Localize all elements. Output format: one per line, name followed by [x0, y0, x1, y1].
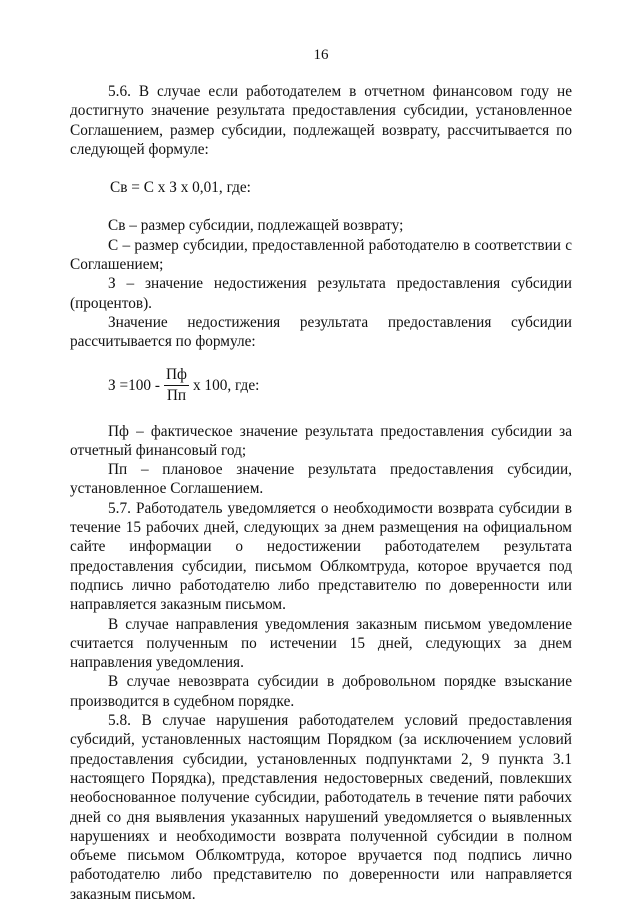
paragraph-notice: В случае направления уведомления заказным письмом уведомление считается полученным по истечении 15 дней, следующих за днем направления уведомления. [70, 615, 572, 672]
formula-sv: Св = С х З х 0,01, где: [110, 179, 251, 197]
formula-z-fraction [164, 366, 189, 405]
formula-z-right: х 100, где: [192, 376, 260, 394]
paragraph-5-6: 5.6. В случае если работодателем в отчетном финансовом году не достигнуто значение результата предоставления субсидии, установленное Соглашением, размер субсидии, подлежащей возврату, рассчитывается по следующей формуле: [70, 83, 572, 158]
definition-z: З – значение недостижения результата предоставления субсидии (процентов). [70, 275, 572, 312]
page-number: 16 [313, 47, 329, 63]
definition-pf: Пф – фактическое значение результата предоставления субсидии за отчетный финансовый год; [70, 422, 572, 459]
definition-pp: Пп – плановое значение результата предоставления субсидии, установленное Соглашением. [70, 461, 572, 498]
paragraph-5-8: 5.8. В случае нарушения работодателем условий предоставления субсидий, установленных настоящим Порядком (за исключением условий предоставления субсидии, установленных подпунктами 2, 9 пункта 3.1 настоящего Порядка), представления недостоверных сведений, повлекших необоснованное получение субсидии, работодатель в течение пяти рабочих дней со дня выявления указанных нарушений уведомляется о выявленных нарушениях и необходимости возврата полученной субсидии в полном объеме письмом Облкомтруда, которое вручается под подпись лично работодателю либо представителю по доверенности или направляется заказным письмом. [70, 712, 572, 903]
definition-sv: Св – размер субсидии, подлежащей возврату; [108, 217, 404, 235]
formula-z [70, 362, 572, 410]
definition-c: С – размер субсидии, предоставленной работодателю в соответствии с Соглашением; [70, 236, 572, 274]
formula-z-denominator: Пп [166, 387, 187, 405]
paragraph-5-7: 5.7. Работодатель уведомляется о необходимости возврата субсидии в течение 15 рабочих дней, следующих за днем размещения на официальном сайте информации о недостижении работодателем результата предоставления субсидии, письмом Облкомтруда, которое вручается под подпись лично работодателю либо представителю по доверенности или направляется заказным письмом. [70, 499, 572, 614]
paragraph-z-calculation: Значение недостижения результата предоставления субсидии рассчитывается по формуле: [70, 313, 572, 351]
formula-z-left: З =100 - [108, 376, 160, 394]
paragraph-court: В случае невозврата субсидии в добровольном порядке взыскание производится в судебном порядке. [70, 673, 572, 710]
formula-z-numerator: Пф [164, 366, 189, 386]
